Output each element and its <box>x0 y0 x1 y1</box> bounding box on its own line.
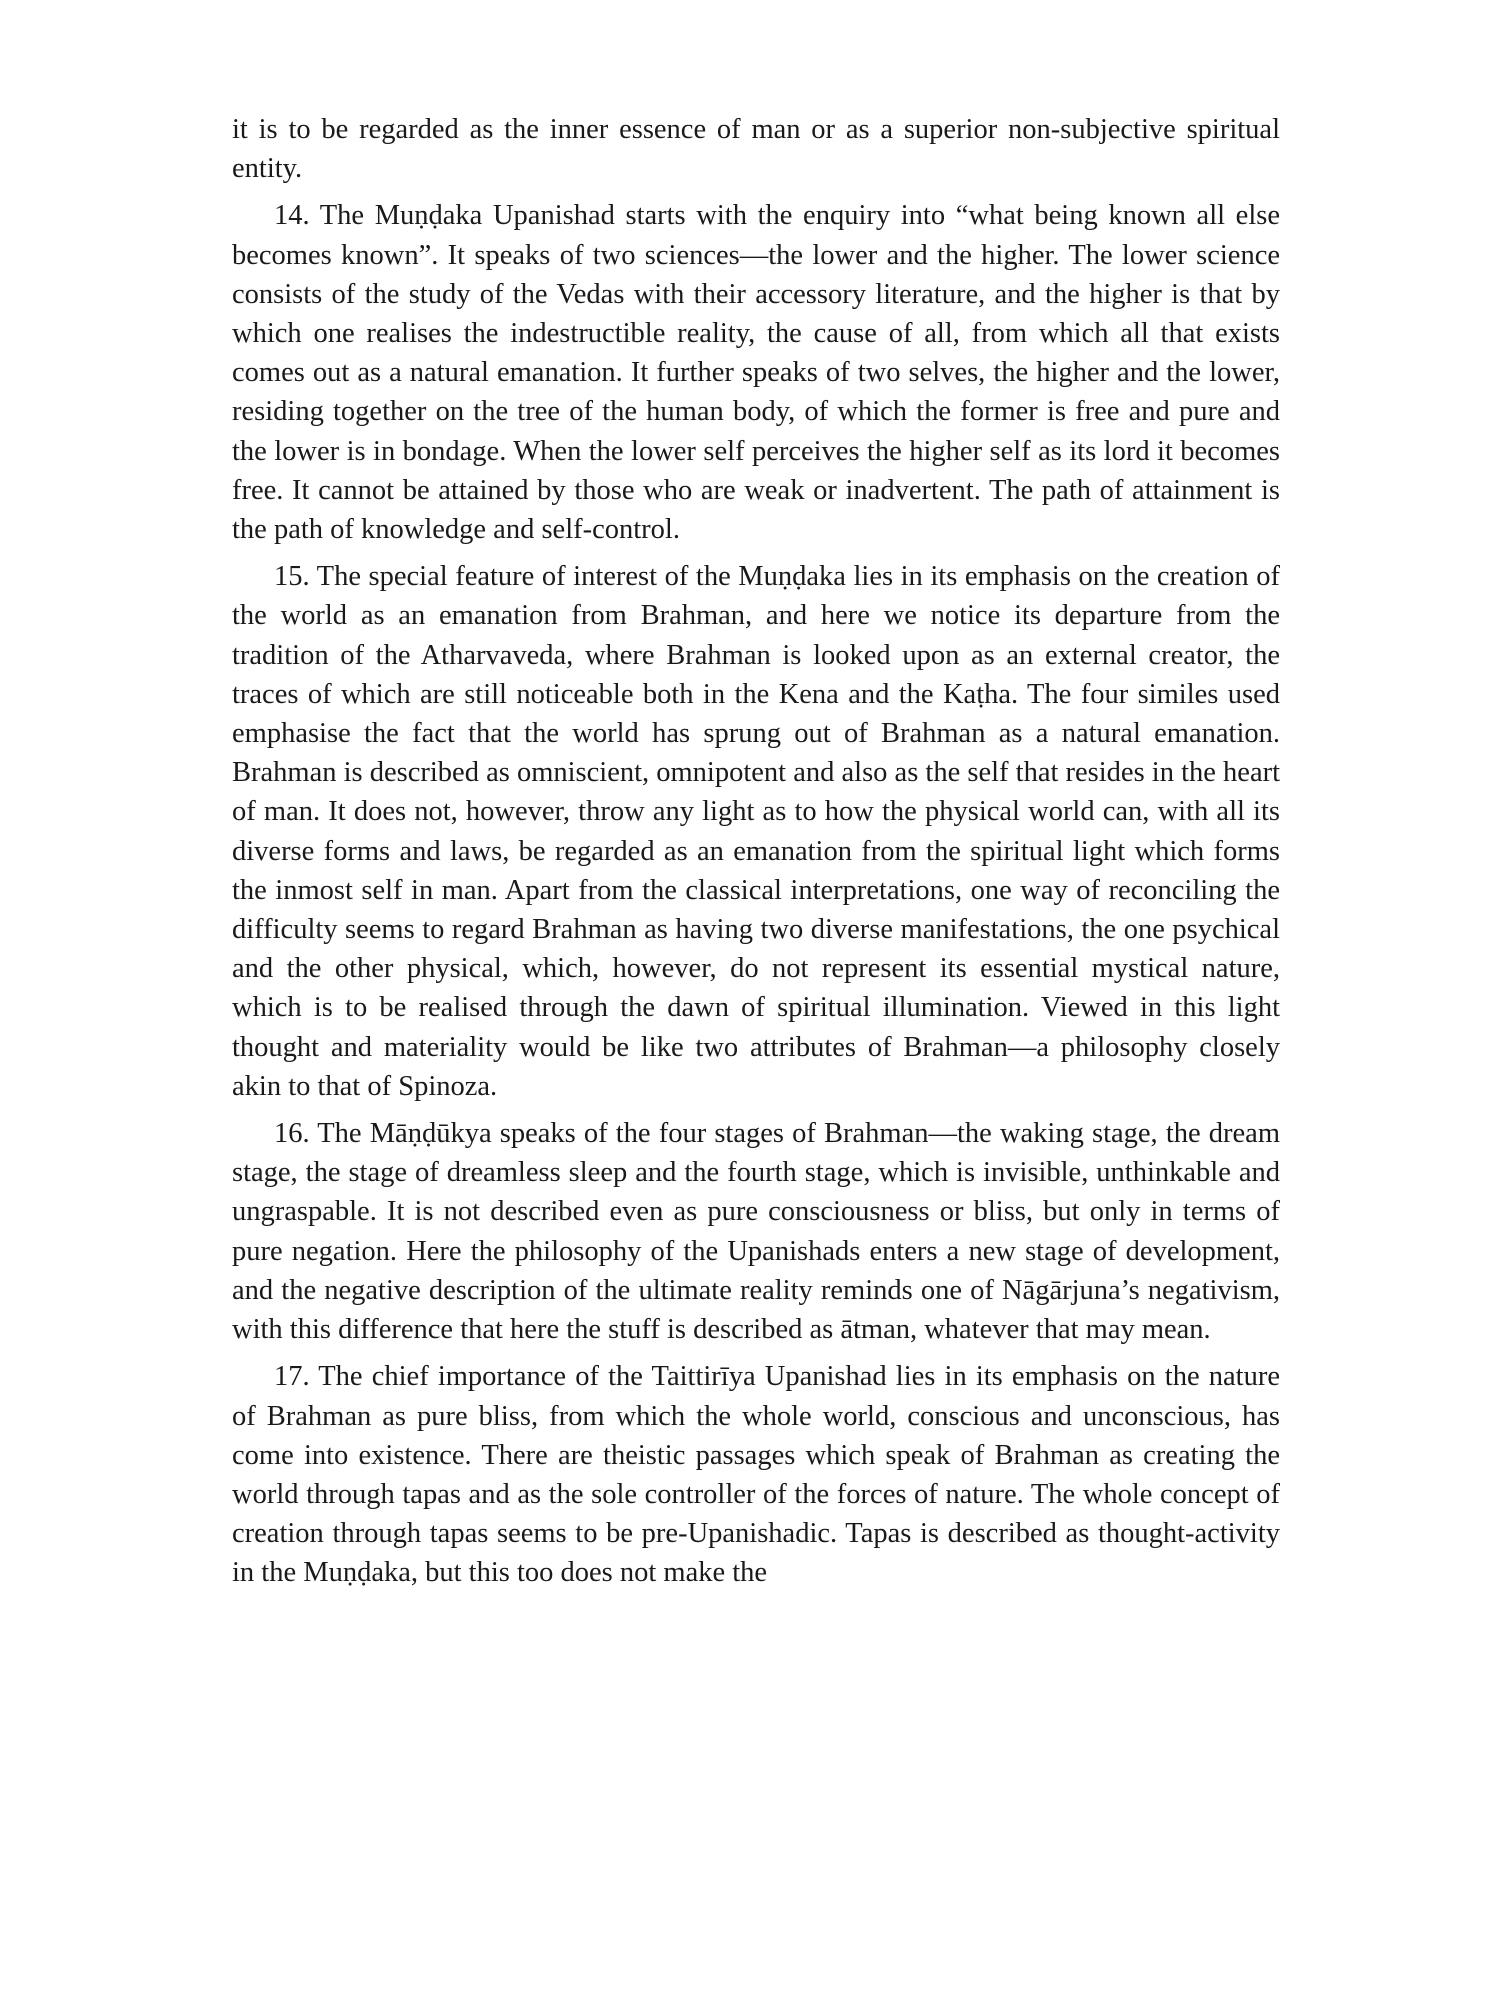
paragraph-14 <box>232 196 1280 549</box>
paragraph-continuation <box>232 110 1280 188</box>
paragraph-text: it is to be regarded as the inner essence of man or as a superior non-subjective spiritual entity. <box>232 114 1280 185</box>
paragraph-15 <box>232 557 1280 1106</box>
paragraph-text: The Māṇḍūkya speaks of the four stages of Brahman—the waking stage, the dream stage, the stage of dreamless sleep and the fourth stage, which is invisible, unthinkable and ungraspable. It is not described even as pure consciousness or bliss, but only in terms of pure negation. Here the philosophy of the Upanishads enters a new stage of development, and the negative description of the ultimate reality reminds one of Nāgārjuna’s negativism, with this difference that here the stuff is described as ātman, whatever that may mean. <box>232 1118 1280 1346</box>
paragraph-number: 14. <box>274 200 310 232</box>
paragraph-17 <box>232 1357 1280 1592</box>
paragraph-text: The Muṇḍaka Upanishad starts with the enquiry into “what being known all else becomes known”. It speaks of two sciences—the lower and the higher. The lower science consists of the study of the Vedas with their accessory literature, and the higher is that by which one realises the indestructible reality, the cause of all, from which all that exists comes out as a natural emanation. It further speaks of two selves, the higher and the lower, residing together on the tree of the human body, of which the former is free and pure and the lower is in bondage. When the lower self perceives the higher self as its lord it becomes free. It cannot be attained by those who are weak or inadvertent. The path of attainment is the path of knowledge and self-control. <box>232 200 1280 546</box>
paragraph-text: The chief importance of the Taittirīya Upanishad lies in its emphasis on the nature of Brahman as pure bliss, from which the whole world, conscious and unconscious, has come into existence. There are theistic passages which speak of Brahman as creating the world through tapas and as the sole controller of the forces of nature. The whole concept of creation through tapas seems to be pre-Upanishadic. Tapas is described as thought-activity in the Muṇḍaka, but this too does not make the <box>232 1361 1280 1589</box>
paragraph-text: The special feature of interest of the Muṇḍaka lies in its emphasis on the creation of the world as an emanation from Brahman, and here we notice its departure from the tradition of the Atharvaveda, where Brahman is looked upon as an external creator, the traces of which are still noticeable both in the Kena and the Kaṭha. The four similes used emphasise the fact that the world has sprung out of Brahman as a natural emanation. Brahman is described as omniscient, omnipotent and also as the self that resides in the heart of man. It does not, however, throw any light as to how the physical world can, with all its diverse forms and laws, be regarded as an emanation from the spiritual light which forms the inmost self in man. Apart from the classical interpretations, one way of reconciling the difficulty seems to regard Brahman as having two diverse manifestations, the one psychical and the other physical, which, however, do not represent its essential mystical nature, which is to be realised through the dawn of spiritual illumination. Viewed in this light thought and materiality would be like two attributes of Brahman—a philosophy closely akin to that of Spinoza. <box>232 561 1280 1102</box>
paragraph-number: 17. <box>274 1361 310 1393</box>
paragraph-number: 16. <box>274 1118 310 1150</box>
book-page <box>232 110 1280 1910</box>
paragraph-number: 15. <box>274 561 310 593</box>
paragraph-16 <box>232 1114 1280 1349</box>
